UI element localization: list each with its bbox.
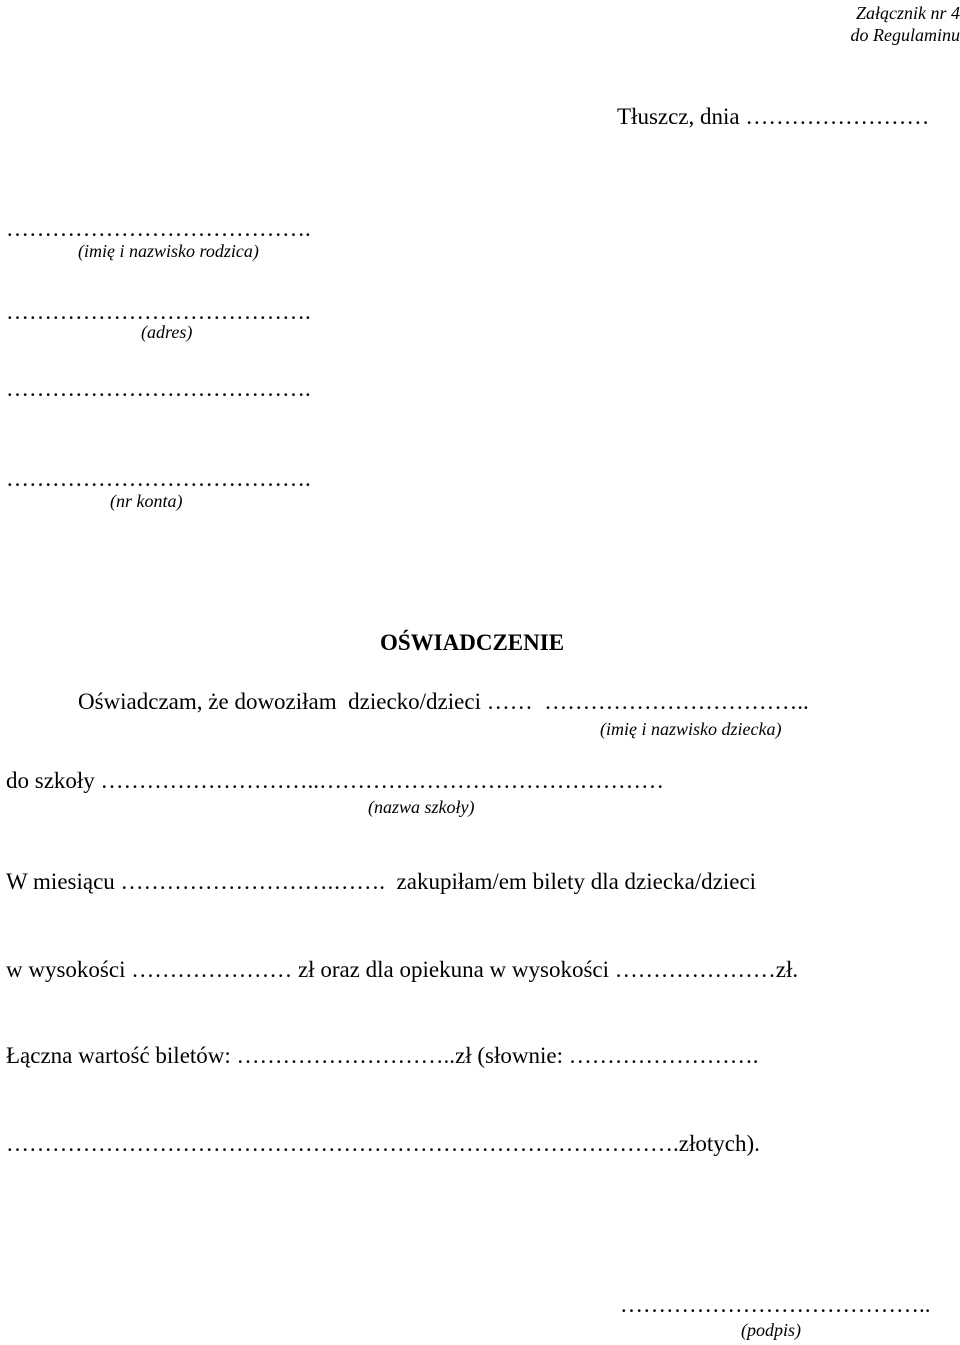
school-name-caption: (nazwa szkoły) xyxy=(368,797,475,817)
annex-regulation: do Regulaminu xyxy=(850,25,960,45)
signature-line: ………………………………….. xyxy=(620,1292,931,1317)
statement-line-2: do szkoły ………………………..……………………………………… xyxy=(6,768,665,793)
child-name-caption: (imię i nazwisko dziecka) xyxy=(600,719,782,739)
parent-name-caption: (imię i nazwisko rodzica) xyxy=(78,241,259,261)
account-line: …………………………………. xyxy=(6,466,311,491)
statement-line-1: Oświadczam, że dowoziłam dziecko/dzieci …… …………………………….. xyxy=(78,689,809,714)
address-caption: (adres) xyxy=(141,322,193,342)
statement-line-4: w wysokości ………………… zł oraz dla opiekuna w wysokości …………………zł. xyxy=(6,957,799,982)
document-title: OŚWIADCZENIE xyxy=(380,630,565,655)
annex-number: Załącznik nr 4 xyxy=(855,3,960,23)
statement-line-6: …………………………………………………………………………….złotych). xyxy=(6,1131,760,1156)
account-caption: (nr konta) xyxy=(110,491,183,511)
signature-caption: (podpis) xyxy=(741,1320,801,1340)
statement-line-5: Łączna wartość biletów: ………………………..zł (słownie: ……………………. xyxy=(6,1043,759,1068)
statement-line-3: W miesiącu ……………………….……. zakupiłam/em bilety dla dziecka/dzieci xyxy=(6,869,757,894)
address-line-2: …………………………………. xyxy=(6,376,311,401)
address-line: …………………………………. xyxy=(6,299,311,324)
place-date: Tłuszcz, dnia …………………… xyxy=(617,104,930,129)
parent-name-line: …………………………………. xyxy=(6,216,311,241)
